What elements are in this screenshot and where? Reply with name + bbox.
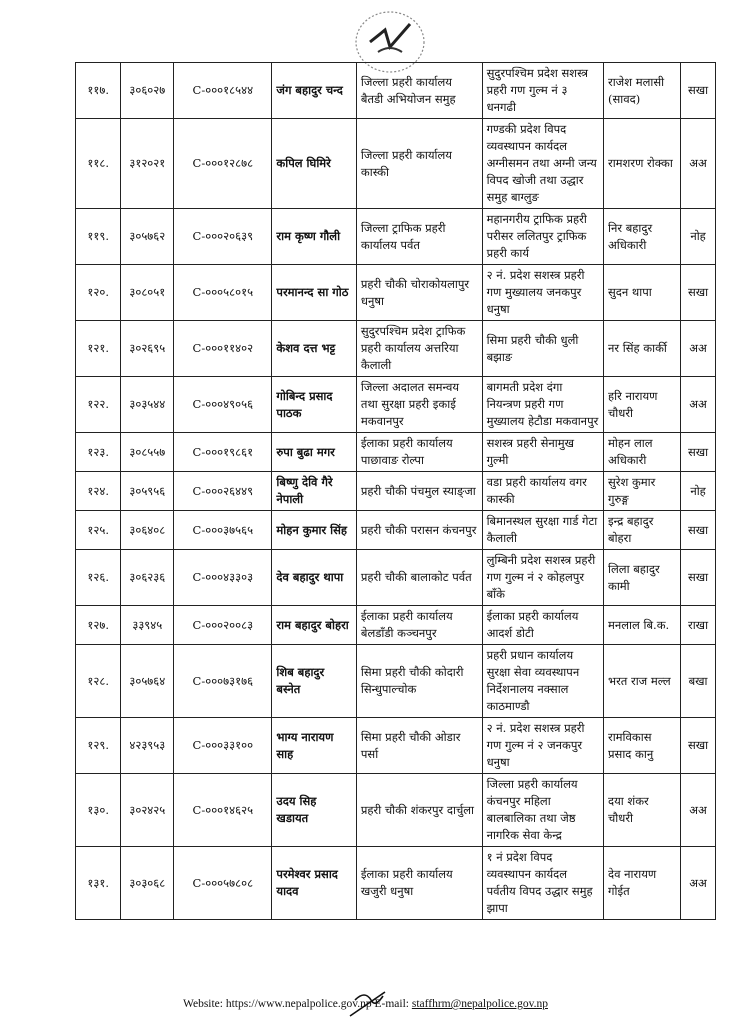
table-row	[76, 606, 716, 645]
current-office: जिल्ला अदालत समन्वय तथा सुरक्षा प्रहरी इकाई मकवानपुर	[356, 377, 482, 433]
personnel-id: ३०२६९५	[121, 321, 174, 377]
table-row	[76, 433, 716, 472]
staff-code: C-०००४३३०३	[174, 550, 272, 606]
current-office: सिमा प्रहरी चौकी कोदारी सिन्धुपाल्चोक	[356, 645, 482, 718]
current-office: जिल्ला प्रहरी कार्यालय कास्की	[356, 119, 482, 209]
staff-code: C-०००५८०१५	[174, 265, 272, 321]
post-type: सखा	[681, 550, 716, 606]
employee-name: बिष्णु देवि गैरे नेपाली	[272, 472, 356, 511]
table-row	[76, 209, 716, 265]
post-type: सखा	[681, 433, 716, 472]
employee-name: परमानन्द सा गोठ	[272, 265, 356, 321]
new-office: वडा प्रहरी कार्यालय वगर कास्की	[482, 472, 603, 511]
personnel-id: ३०५७६४	[121, 645, 174, 718]
relieving-officer: सुरेश कुमार गुरुङ्ग	[604, 472, 681, 511]
employee-name: मोहन कुमार सिंह	[272, 511, 356, 550]
current-office: प्रहरी चौकी पंचमुल स्याङ्जा	[356, 472, 482, 511]
serial-number: १२१.	[76, 321, 121, 377]
employee-name: गोबिन्द प्रसाद पाठक	[272, 377, 356, 433]
current-office: जिल्ला ट्राफिक प्रहरी कार्यालय पर्वत	[356, 209, 482, 265]
staff-code: C-०००५७८०८	[174, 847, 272, 920]
employee-name: राम बहादुर बोहरा	[272, 606, 356, 645]
personnel-id: ३०८५५७	[121, 433, 174, 472]
serial-number: ११७.	[76, 63, 121, 119]
staff-code: C-०००७३१७६	[174, 645, 272, 718]
employee-name: परमेश्वर प्रसाद यादव	[272, 847, 356, 920]
new-office: २ नं. प्रदेश सशस्त्र प्रहरी गण मुख्यालय जनकपुर धनुषा	[482, 265, 603, 321]
relieving-officer: मोहन लाल अधिकारी	[604, 433, 681, 472]
relieving-officer: सुदन थापा	[604, 265, 681, 321]
post-type: अअ	[681, 774, 716, 847]
current-office: ईलाका प्रहरी कार्यालय खजुरी धनुषा	[356, 847, 482, 920]
personnel-id: ३०५७६२	[121, 209, 174, 265]
table-row	[76, 847, 716, 920]
new-office: जिल्ला प्रहरी कार्यालय कंचनपुर महिला बालबालिका तथा जेष्ठ नागरिक सेवा केन्द्र	[482, 774, 603, 847]
new-office: सिमा प्रहरी चौकी धुली बझाङ	[482, 321, 603, 377]
personnel-id: ३०३०६८	[121, 847, 174, 920]
relieving-officer: लिला बहादुर कामी	[604, 550, 681, 606]
current-office: प्रहरी चौकी परासन कंचनपुर	[356, 511, 482, 550]
employee-name: देव बहादुर थापा	[272, 550, 356, 606]
table-row	[76, 645, 716, 718]
serial-number: १२९.	[76, 718, 121, 774]
new-office: प्रहरी प्रधान कार्यालय सुरक्षा सेवा व्यवस्थापन निर्देशनालय नक्साल काठमाण्डौ	[482, 645, 603, 718]
new-office: सुदुरपश्चिम प्रदेश सशस्त्र प्रहरी गण गुल्म नं ३ धनगढी	[482, 63, 603, 119]
employee-name: केशव दत्त भट्ट	[272, 321, 356, 377]
table-row	[76, 774, 716, 847]
website-link[interactable]: Website: https://www.nepalpolice.gov.np	[183, 998, 372, 1010]
serial-number: ११८.	[76, 119, 121, 209]
table-row	[76, 119, 716, 209]
post-type: सखा	[681, 265, 716, 321]
staff-code: C-०००३७५६५	[174, 511, 272, 550]
serial-number: ११९.	[76, 209, 121, 265]
relieving-officer: हरि नारायण चौधरी	[604, 377, 681, 433]
staff-code: C-०००२०६३९	[174, 209, 272, 265]
relieving-officer: दया शंकर चौधरी	[604, 774, 681, 847]
relieving-officer: रामविकास प्रसाद कानु	[604, 718, 681, 774]
employee-name: उदय सिह खडायत	[272, 774, 356, 847]
table-row	[76, 63, 716, 119]
relieving-officer: राजेश मलासी (सावद)	[604, 63, 681, 119]
table-row	[76, 511, 716, 550]
staff-code: C-०००४९०५६	[174, 377, 272, 433]
staff-code: C-०००१८५४४	[174, 63, 272, 119]
staff-code: C-०००२००८३	[174, 606, 272, 645]
personnel-id: ३०६४०८	[121, 511, 174, 550]
employee-name: भाग्य नारायण साह	[272, 718, 356, 774]
serial-number: १३०.	[76, 774, 121, 847]
personnel-id: ३०५९५६	[121, 472, 174, 511]
serial-number: १२८.	[76, 645, 121, 718]
post-type: नोह	[681, 472, 716, 511]
new-office: ईलाका प्रहरी कार्यालय आदर्श डोटी	[482, 606, 603, 645]
employee-name: जंग बहादुर चन्द	[272, 63, 356, 119]
post-type: नोह	[681, 209, 716, 265]
relieving-officer: इन्द्र बहादुर बोहरा	[604, 511, 681, 550]
table-row	[76, 265, 716, 321]
serial-number: १२०.	[76, 265, 121, 321]
new-office: सशस्त्र प्रहरी सेनामुख गुल्मी	[482, 433, 603, 472]
new-office: महानगरीय ट्राफिक प्रहरी परीसर ललितपुर ट्राफिक प्रहरी कार्य	[482, 209, 603, 265]
table-row	[76, 472, 716, 511]
personnel-id: ३०३५४४	[121, 377, 174, 433]
serial-number: १२५.	[76, 511, 121, 550]
personnel-id: ३३९४५	[121, 606, 174, 645]
email-link[interactable]: staffhrm@nepalpolice.gov.np	[411, 998, 548, 1010]
table-row	[76, 377, 716, 433]
personnel-id: ४२३९५३	[121, 718, 174, 774]
post-type: अअ	[681, 119, 716, 209]
new-office: लुम्बिनी प्रदेश सशस्त्र प्रहरी गण गुल्म नं २ कोहलपुर बाँके	[482, 550, 603, 606]
post-type: सखा	[681, 718, 716, 774]
new-office: १ नं प्रदेश विपद व्यवस्थापन कार्यदल पर्वतीय विपद उद्धार समुह झापा	[482, 847, 603, 920]
personnel-id: ३०६०२७	[121, 63, 174, 119]
current-office: जिल्ला प्रहरी कार्यालय बैतडी अभियोजन समुह	[356, 63, 482, 119]
table-row	[76, 321, 716, 377]
signature-icon	[345, 988, 395, 1018]
new-office: बिमानस्थल सुरक्षा गार्ड गेटा कैलाली	[482, 511, 603, 550]
new-office: बागमती प्रदेश दंगा नियन्त्रण प्रहरी गण मुख्यालय हेटौडा मकवानपुर	[482, 377, 603, 433]
post-type: अअ	[681, 377, 716, 433]
post-type: बखा	[681, 645, 716, 718]
post-type: सखा	[681, 63, 716, 119]
relieving-officer: भरत राज मल्ल	[604, 645, 681, 718]
current-office: सिमा प्रहरी चौकी ओडार पर्सा	[356, 718, 482, 774]
personnel-id: ३१२०२१	[121, 119, 174, 209]
serial-number: १२४.	[76, 472, 121, 511]
personnel-id: ३०६२३६	[121, 550, 174, 606]
serial-number: १२२.	[76, 377, 121, 433]
staff-code: C-०००११४०२	[174, 321, 272, 377]
serial-number: १२७.	[76, 606, 121, 645]
staff-code: C-०००१२८७८	[174, 119, 272, 209]
personnel-id: ३०२४२५	[121, 774, 174, 847]
relieving-officer: मनलाल बि.क.	[604, 606, 681, 645]
staff-code: C-०००२६४४९	[174, 472, 272, 511]
relieving-officer: नर सिंह कार्की	[604, 321, 681, 377]
current-office: ईलाका प्रहरी कार्यालय बेलडाँडी कञ्चनपुर	[356, 606, 482, 645]
staff-code: C-०००१४६२५	[174, 774, 272, 847]
post-type: सखा	[681, 511, 716, 550]
post-type: अअ	[681, 321, 716, 377]
relieving-officer: रामशरण रोक्का	[604, 119, 681, 209]
current-office: प्रहरी चौकी बालाकोट पर्वत	[356, 550, 482, 606]
new-office: २ नं. प्रदेश सशस्त्र प्रहरी गण गुल्म नं २ जनकपुर धनुषा	[482, 718, 603, 774]
relieving-officer: देव नारायण गोईत	[604, 847, 681, 920]
serial-number: १३१.	[76, 847, 121, 920]
employee-name: शिब बहादुर बस्नेत	[272, 645, 356, 718]
serial-number: १२३.	[76, 433, 121, 472]
current-office: ईलाका प्रहरी कार्यालय पाछावाङ रोल्पा	[356, 433, 482, 472]
new-office: गण्डकी प्रदेश विपद व्यवस्थापन कार्यदल अग्नीसमन तथा अग्नी जन्य विपद खोजी तथा उद्धार समुह बाग्लुङ	[482, 119, 603, 209]
staff-code: C-०००१९८६१	[174, 433, 272, 472]
personnel-id: ३०८०५१	[121, 265, 174, 321]
relieving-officer: निर बहादुर अधिकारी	[604, 209, 681, 265]
current-office: प्रहरी चौकी शंकरपुर दार्चुला	[356, 774, 482, 847]
current-office: सुदुरपश्चिम प्रदेश ट्राफिक प्रहरी कार्यालय अत्तरिया कैलाली	[356, 321, 482, 377]
employee-name: रुपा बुढा मगर	[272, 433, 356, 472]
table-row	[76, 718, 716, 774]
current-office: प्रहरी चौकी चोराकोयलापुर धनुषा	[356, 265, 482, 321]
employee-name: कपिल घिमिरे	[272, 119, 356, 209]
transfer-table	[75, 62, 716, 920]
employee-name: राम कृष्ण गौली	[272, 209, 356, 265]
post-type: राखा	[681, 606, 716, 645]
staff-code: C-०००३३१००	[174, 718, 272, 774]
serial-number: १२६.	[76, 550, 121, 606]
email-label: E-mail:	[374, 998, 409, 1010]
table-row	[76, 550, 716, 606]
post-type: अअ	[681, 847, 716, 920]
